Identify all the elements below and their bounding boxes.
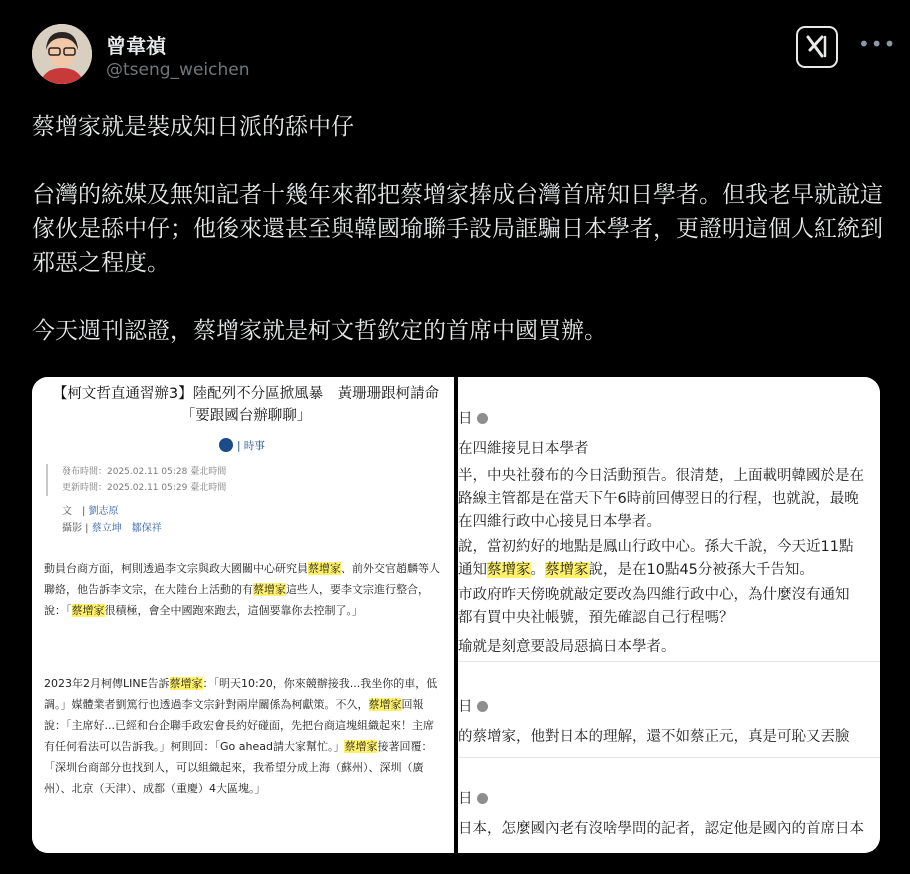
globe-icon — [477, 701, 488, 712]
more-options-icon[interactable]: ••• — [858, 32, 897, 56]
post-1-line: 市政府昨天傍晚就敲定要改為四維行政中心，為什麼沒有通知 — [458, 587, 850, 603]
article-category: | 時事 — [237, 440, 265, 452]
article-paragraph-1: 動員台商方面，柯則透過李文宗與政大國關中心研究員蔡增家、前外交官趙麟等人聯絡，他告訴李文宗，在大陸台上活動的有蔡增家這些人，要李文宗進行整合，說：「蔡增家很積極，會全中國跑來跑去，這個要靠你去控制了。」 — [44, 562, 440, 617]
globe-icon — [477, 793, 488, 804]
post-3-line: 日本，怎麼國內老有沒啥學問的記者，認定他是國內的首席日本 — [458, 821, 864, 837]
post-1-line: 在四維行政中心接見日本學者。 — [458, 514, 661, 530]
post-1-line: 瑜就是刻意要設局惡搞日本學者。 — [458, 639, 676, 655]
post-1-line: 半，中央社發布的今日活動預告。很清楚，上面載明韓國於是在 — [458, 468, 864, 484]
article-title: 【柯文哲直通習辦3】陸配列不分區掀風暴 黃珊珊跟柯請命「要跟國台辦聊聊」 — [52, 386, 440, 424]
tweet-media[interactable] — [32, 377, 880, 853]
article-credits: 文 | 劉志原 攝影 | 蔡立坤 鄒保祥 — [62, 506, 162, 534]
globe-icon — [477, 413, 488, 424]
post-1-line: 路線主管都是在當天下午6時前回傳翌日的行程，也就說，最晚 — [458, 491, 859, 507]
tweet-text: 蔡增家就是裝成知日派的舔中仔 台灣的統媒及無知記者十幾年來都把蔡增家捧成台灣首席知日學者。但我老早就說這傢伙是舔中仔；他後來還甚至與韓國瑜聯手設局誆騙日本學者，更證明這個人紅統到邪惡之程度。 今天週刊認證，蔡增家就是柯文哲欽定的首席中國買辦。 — [32, 114, 883, 344]
publish-time: 發布時間：2025.02.11 05:28 臺北時間 — [62, 467, 227, 477]
grok-x-glyph — [798, 28, 835, 65]
writer-name: 劉志原 — [88, 506, 119, 517]
post-3-time: 日 — [458, 787, 488, 808]
article-meta — [46, 464, 226, 496]
post-1-line: 在四維接見日本學者 — [458, 441, 589, 457]
post-2-line: 的蔡增家，他對日本的理解，還不如蔡正元，真是可恥又丟臉 — [458, 729, 850, 745]
photographer-names: 蔡立坤 鄒保祥 — [91, 523, 162, 534]
media-right-posts — [458, 377, 880, 853]
update-time: 更新時間：2025.02.11 05:29 臺北時間 — [62, 483, 227, 493]
category-icon — [219, 438, 233, 452]
author-handle[interactable]: @tseng_weichen — [106, 60, 250, 80]
post-1-line: 都有買中央社帳號，預先確認自己行程嗎？ — [458, 610, 734, 626]
post-1-time: 日 — [458, 407, 488, 428]
post-1-line: 通知蔡增家。蔡增家說，是在10點45分被孫大千告知。 — [458, 562, 814, 578]
post-separator — [458, 757, 880, 758]
grok-x-icon[interactable] — [796, 26, 838, 68]
article-paragraph-2: 2023年2月柯傳LINE告訴蔡增家：「明天10:20，你來競辦接我...我坐你的車，低調。」媒體業者劉篤行也透過李文宗針對兩岸關係為柯獻策。不久，蔡增家回報說：「主席好...已經和台企聯手政宏會長約好碰面，先把台商這塊組織起來！主席有任何看法可以告訴我。」柯則回：「Go ahead請大家幫忙。」蔡增家接著回覆：「深圳台商部分也找到人，可以組織起來，我希望分成上海（蘇州）、深圳（廣州）、北京（天津）、成都（重慶）4大區塊。」 — [44, 677, 438, 795]
author-name[interactable]: 曾韋禎 — [106, 34, 166, 58]
post-2-time: 日 — [458, 695, 488, 716]
post-separator — [458, 661, 880, 662]
media-left-article — [32, 377, 454, 853]
post-1-line: 說，當初約好的地點是鳳山行政中心。孫大千說，今天近11點 — [458, 539, 854, 555]
avatar[interactable] — [32, 24, 92, 84]
avatar-image — [32, 24, 92, 84]
